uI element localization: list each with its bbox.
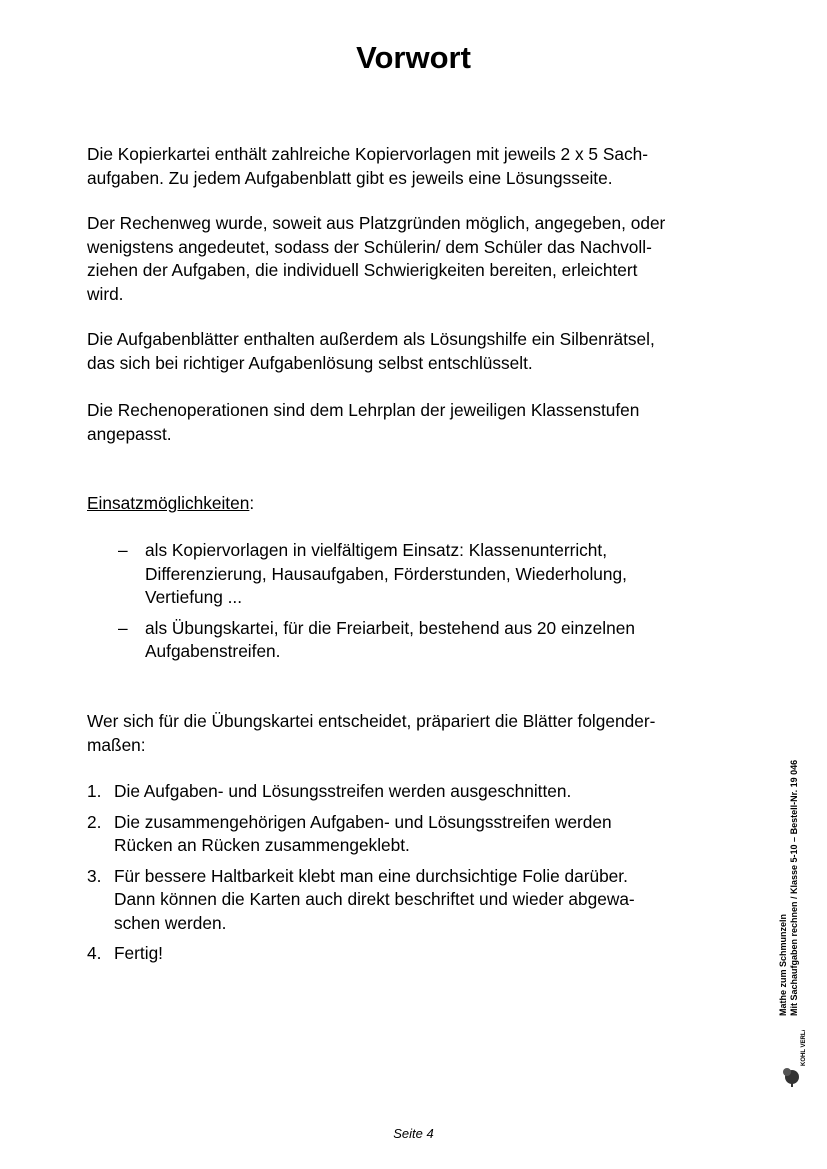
text-line: als Übungskartei, für die Freiarbeit, bestehend aus 20 einzelnen	[145, 617, 635, 638]
text-line: Differenzierung, Hausaufgaben, Förderstunden, Wiederholung,	[145, 563, 627, 584]
text-line: Die Aufgabenblätter enthalten außerdem als Lösungshilfe ein Silbenrätsel,	[87, 329, 655, 349]
text-line: Dann können die Karten auch direkt beschriftet und wieder abgewa-	[114, 889, 635, 909]
paragraph-prep-intro	[87, 710, 747, 757]
paragraph-rechenweg	[87, 212, 747, 306]
list-item	[87, 865, 747, 936]
text-line: Der Rechenweg wurde, soweit aus Platzgründen möglich, angegeben, oder	[87, 213, 666, 233]
step-number: 1.	[87, 781, 102, 801]
paragraph-intro	[87, 143, 747, 190]
text-line: das sich bei richtiger Aufgabenlösung selbst entschlüsselt.	[87, 352, 533, 373]
paragraph-silbenraetsel	[87, 328, 747, 375]
text-line: Die zusammengehörigen Aufgaben- und Lösungsstreifen werden	[114, 811, 612, 832]
text-line: aufgaben. Zu jedem Aufgabenblatt gibt es jeweils eine Lösungsseite.	[87, 167, 613, 188]
paragraph-lehrplan	[87, 399, 747, 446]
page-title: Vorwort	[356, 40, 471, 75]
list-item	[87, 811, 747, 858]
text-line: Die Kopierkartei enthält zahlreiche Kopiervorlagen mit jeweils 2 x 5 Sach-	[87, 144, 648, 164]
uses-heading	[87, 492, 254, 516]
sidebar-book-title: Mit Sachaufgaben rechnen / Klasse 5-10 – Bestell-Nr. 19 046	[789, 759, 799, 1016]
bullet-dash: –	[118, 617, 128, 638]
text-line: schen werden.	[114, 912, 227, 933]
step-number: 2.	[87, 811, 102, 832]
text-line: Aufgabenstreifen.	[145, 641, 281, 661]
prep-steps	[87, 780, 747, 966]
sidebar-imprint	[778, 726, 800, 1016]
list-item	[118, 617, 738, 664]
tree-logo-icon	[780, 1030, 810, 1088]
text-line: Vertiefung ...	[145, 587, 243, 607]
text-line: Fertig!	[114, 943, 163, 963]
publisher-logo	[780, 1030, 810, 1088]
step-number: 4.	[87, 943, 102, 963]
text-line: Für bessere Haltbarkeit klebt man eine durchsichtige Folie darüber.	[114, 865, 628, 886]
page-number: Seite 4	[393, 1126, 434, 1141]
text-line: Rücken an Rücken zusammengeklebt.	[114, 835, 410, 855]
sidebar-series-title: Mathe zum Schmunzeln	[778, 913, 788, 1016]
uses-list	[118, 539, 738, 664]
list-item	[87, 780, 747, 804]
text-line: wenigstens angedeutet, sodass der Schülerin/ dem Schüler das Nachvoll-	[87, 236, 652, 257]
list-item	[87, 942, 747, 966]
text-line: wird.	[87, 283, 124, 304]
publisher-name: KOHL VERLAG	[801, 1030, 807, 1066]
text-line: als Kopiervorlagen in vielfältigem Einsatz: Klassenunterricht,	[145, 540, 608, 560]
text-line: angepasst.	[87, 423, 172, 444]
text-line: ziehen der Aufgaben, die individuell Schwierigkeiten bereiten, erleichtert	[87, 260, 638, 280]
uses-heading-colon: :	[249, 493, 255, 513]
text-line: Die Rechenoperationen sind dem Lehrplan der jeweiligen Klassenstufen	[87, 400, 640, 420]
text-line: maßen:	[87, 734, 146, 755]
step-number: 3.	[87, 865, 102, 886]
list-item	[118, 539, 738, 610]
bullet-dash: –	[118, 540, 128, 560]
uses-heading-label: Einsatzmöglichkeiten	[87, 493, 250, 513]
text-line: Wer sich für die Übungskartei entscheidet, präpariert die Blätter folgender-	[87, 711, 656, 731]
text-line: Die Aufgaben- und Lösungsstreifen werden ausgeschnitten.	[114, 781, 572, 801]
